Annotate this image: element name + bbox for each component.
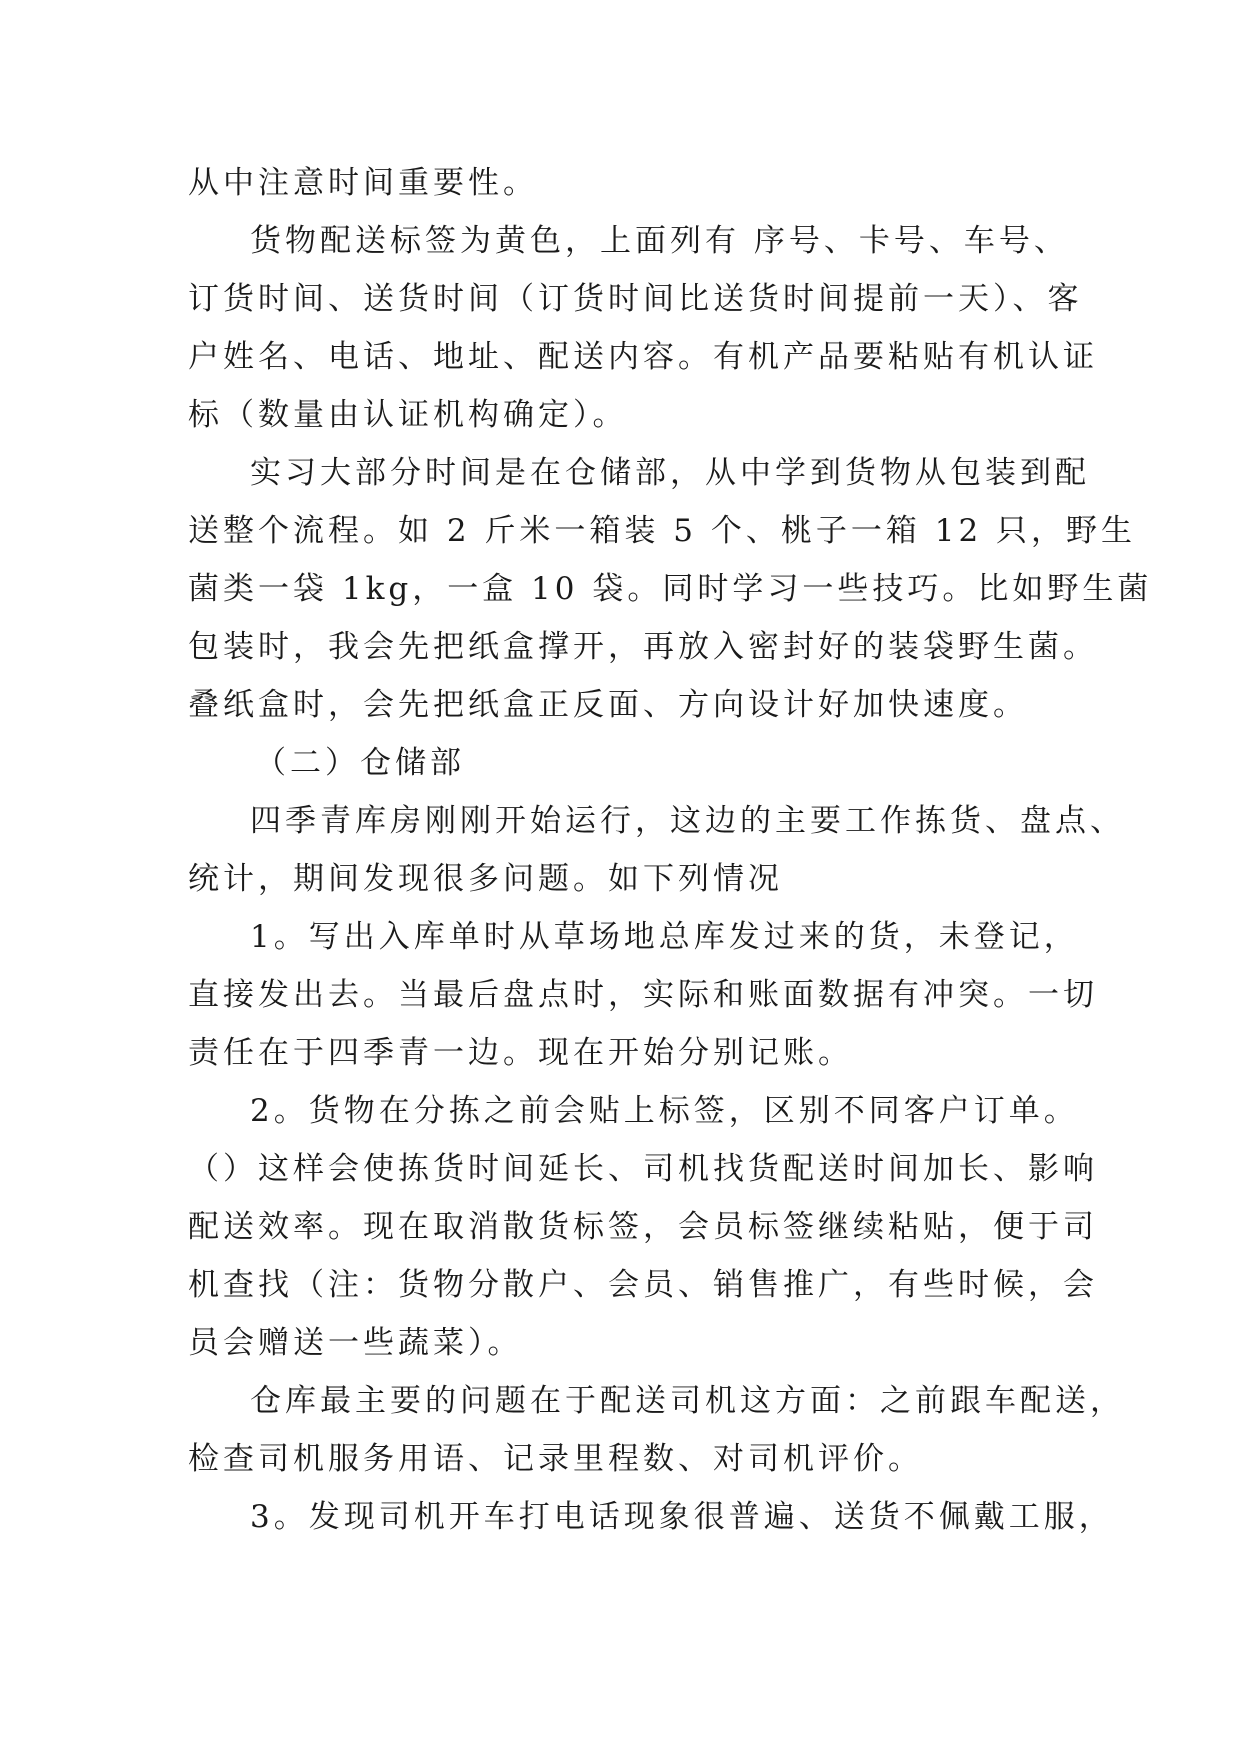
text-line: 叠纸盒时，会先把纸盒正反面、方向设计好加快速度。	[188, 687, 1028, 723]
text-line: 从中注意时间重要性。	[188, 165, 538, 201]
text-line: 货物配送标签为黄色，上面列有 序号、卡号、车号、	[250, 223, 1069, 259]
text-line: （）这样会使拣货时间延长、司机找货配送时间加长、影响	[188, 1151, 1098, 1187]
section-heading: （二）仓储部	[255, 745, 465, 781]
text-line: 检查司机服务用语、记录里程数、对司机评价。	[188, 1441, 923, 1477]
text-line: 配送效率。现在取消散货标签，会员标签继续粘贴，便于司	[188, 1209, 1098, 1245]
text-line: 1。写出入库单时从草场地总库发过来的货，未登记，	[250, 919, 1079, 955]
text-line: 实习大部分时间是在仓储部，从中学到货物从包装到配	[250, 455, 1090, 491]
text-line: 送整个流程。如 2 斤米一箱装 5 个、桃子一箱 12 只，野生	[188, 513, 1137, 549]
text-line: 直接发出去。当最后盘点时，实际和账面数据有冲突。一切	[188, 977, 1098, 1013]
text-line: 菌类一袋 1kg，一盒 10 袋。同时学习一些技巧。比如野生菌	[188, 571, 1153, 607]
text-line: 户姓名、电话、地址、配送内容。有机产品要粘贴有机认证	[188, 339, 1098, 375]
text-line: 员会赠送一些蔬菜）。	[188, 1325, 523, 1361]
text-line: 标（数量由认证机构确定）。	[188, 397, 628, 433]
text-line: 3。发现司机开车打电话现象很普遍、送货不佩戴工服，	[250, 1499, 1114, 1535]
text-line: 仓库最主要的问题在于配送司机这方面：之前跟车配送，	[250, 1383, 1125, 1419]
text-line: 包装时，我会先把纸盒撑开，再放入密封好的装袋野生菌。	[188, 629, 1098, 665]
text-line: 2。货物在分拣之前会贴上标签，区别不同客户订单。	[250, 1093, 1079, 1129]
text-line: 责任在于四季青一边。现在开始分别记账。	[188, 1035, 853, 1071]
text-line: 机查找（注：货物分散户、会员、销售推广，有些时候，会	[188, 1267, 1098, 1303]
text-line: 四季青库房刚刚开始运行，这边的主要工作拣货、盘点、	[250, 803, 1125, 839]
text-line: 订货时间、送货时间（订货时间比送货时间提前一天）、客	[188, 281, 1083, 317]
text-line: 统计，期间发现很多问题。如下列情况	[188, 861, 783, 897]
